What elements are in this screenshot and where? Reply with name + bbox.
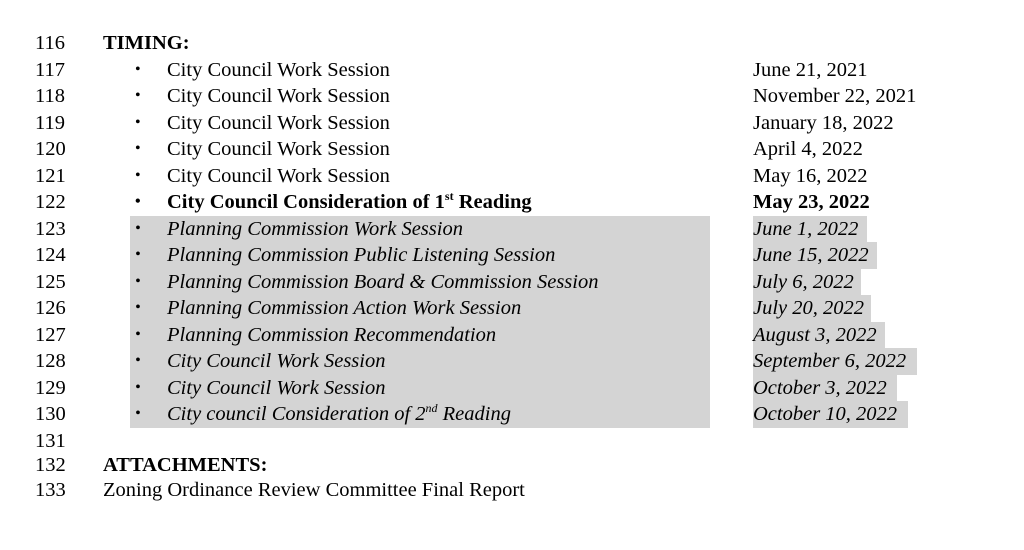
- bullet-icon: •: [135, 193, 141, 210]
- timing-row: [0, 57, 1024, 84]
- line-number: 123: [35, 217, 66, 240]
- line-number: 125: [35, 270, 66, 293]
- event-label: City Council Work Session: [167, 164, 390, 187]
- bullet-icon: •: [135, 166, 141, 184]
- event-date: September 6, 2022: [753, 350, 907, 372]
- timing-heading-line: [0, 30, 1024, 57]
- event-label: City Council Work Session: [167, 111, 390, 134]
- line-number: 116: [35, 32, 65, 54]
- event-date: January 18, 2022: [753, 111, 894, 134]
- ordinal-suffix: nd: [425, 401, 438, 415]
- event-date: May 16, 2022: [753, 164, 868, 187]
- line-number: 132: [35, 454, 66, 476]
- line-number: 120: [35, 138, 66, 160]
- event-date: July 6, 2022: [753, 270, 854, 293]
- timing-row-proposed: [0, 322, 1024, 349]
- timing-row-proposed: [0, 242, 1024, 269]
- bullet-icon: •: [135, 405, 141, 422]
- timing-row-proposed: [0, 216, 1024, 243]
- event-date: May 23, 2022: [753, 191, 870, 213]
- event-date: August 3, 2022: [753, 323, 877, 346]
- event-label: Planning Commission Public Listening Session: [167, 244, 556, 266]
- event-label: Planning Commission Board & Commission Session: [167, 270, 599, 293]
- timing-heading: TIMING:: [103, 32, 190, 54]
- line-number: 126: [35, 297, 66, 319]
- bullet-icon: •: [135, 299, 141, 316]
- event-label: City council Consideration of 2nd Reading: [167, 401, 511, 425]
- timing-row-second-reading: [0, 401, 1024, 428]
- event-date: June 1, 2022: [753, 217, 859, 240]
- timing-row-proposed: [0, 269, 1024, 296]
- bullet-icon: •: [135, 325, 141, 343]
- line-number: 124: [35, 244, 66, 266]
- line-number: 127: [35, 323, 66, 346]
- bullet-icon: •: [135, 378, 141, 396]
- line-number: 119: [35, 111, 65, 134]
- event-label: City Council Work Session: [167, 350, 386, 372]
- timing-row: [0, 83, 1024, 110]
- timing-row-proposed: [0, 375, 1024, 402]
- attachment-item: Zoning Ordinance Review Committee Final Report: [103, 479, 525, 501]
- bullet-icon: •: [135, 246, 141, 263]
- event-date: July 20, 2022: [753, 297, 865, 319]
- timing-row-first-reading: [0, 189, 1024, 216]
- line-number: 130: [35, 403, 66, 425]
- bullet-icon: •: [135, 87, 141, 104]
- line-number: 131: [35, 429, 66, 452]
- event-label: City Council Work Session: [167, 138, 390, 160]
- timing-row: [0, 136, 1024, 163]
- event-label: Planning Commission Action Work Session: [167, 297, 522, 319]
- bullet-icon: •: [135, 113, 141, 131]
- event-label: City Council Work Session: [167, 58, 390, 81]
- event-label: City Council Work Session: [167, 376, 386, 399]
- event-label: Planning Commission Work Session: [167, 217, 463, 240]
- bullet-icon: •: [135, 60, 141, 78]
- line-number: 117: [35, 58, 65, 81]
- line-number: 133: [35, 479, 66, 501]
- attachments-heading: ATTACHMENTS:: [103, 454, 268, 476]
- event-label: City Council Work Session: [167, 85, 390, 107]
- timing-row: [0, 110, 1024, 137]
- line-number: 129: [35, 376, 66, 399]
- bullet-icon: •: [135, 272, 141, 290]
- timing-row-proposed: [0, 295, 1024, 322]
- event-date: November 22, 2021: [753, 85, 917, 107]
- event-date: April 4, 2022: [753, 138, 863, 160]
- timing-row: [0, 163, 1024, 190]
- event-label: Planning Commission Recommendation: [167, 323, 497, 346]
- timing-row-proposed: [0, 348, 1024, 375]
- line-number: 128: [35, 350, 66, 372]
- event-date: October 10, 2022: [753, 403, 898, 425]
- line-number: 118: [35, 85, 65, 107]
- line-number: 122: [35, 191, 66, 213]
- ordinal-suffix: st: [444, 189, 454, 203]
- attachments-heading-line: [0, 452, 1024, 479]
- blank-line: [0, 428, 1024, 455]
- bullet-icon: •: [135, 352, 141, 369]
- bullet-icon: •: [135, 140, 141, 157]
- event-date: October 3, 2022: [753, 376, 887, 399]
- bullet-icon: •: [135, 219, 141, 237]
- event-date: June 15, 2022: [753, 244, 869, 266]
- event-label: City Council Consideration of 1st Reading: [167, 189, 532, 213]
- line-number: 121: [35, 164, 66, 187]
- event-date: June 21, 2021: [753, 58, 868, 81]
- attachment-item-line: [0, 477, 1024, 504]
